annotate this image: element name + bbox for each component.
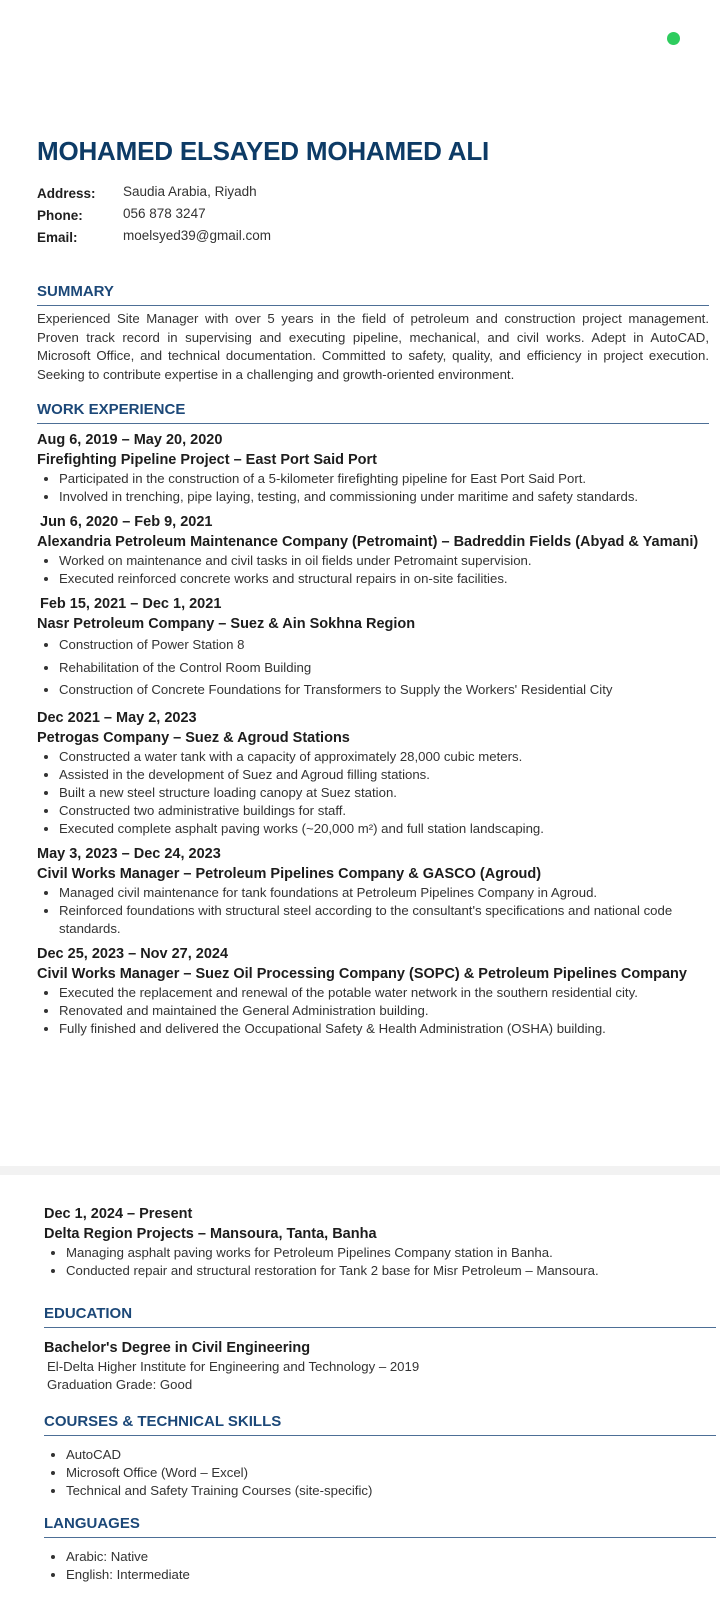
section-title: LANGUAGES bbox=[44, 1514, 716, 1538]
page-separator bbox=[0, 1166, 720, 1175]
list-item: • Microsoft Office (Word – Excel) bbox=[66, 1464, 716, 1482]
job-title: Firefighting Pipeline Project – East Port Said Port bbox=[37, 452, 378, 468]
list-item: • Construction of Concrete Foundations for Transformers to Supply the Workers' Residential City bbox=[59, 679, 709, 702]
contact-label: Phone: bbox=[37, 208, 83, 223]
candidate-name: MOHAMED ELSAYED MOHAMED ALI bbox=[37, 136, 490, 166]
list-item: • English: Intermediate bbox=[66, 1566, 716, 1584]
list-item: • Involved in trenching, pipe laying, testing, and commissioning under maritime and safety standards. bbox=[59, 488, 709, 506]
job-bullets bbox=[37, 984, 709, 1038]
contact-email bbox=[37, 226, 709, 248]
list-item: • AutoCAD bbox=[66, 1446, 716, 1464]
list-item: • Conducted repair and structural restoration for Tank 2 base for Misr Petroleum – Mansoura. bbox=[66, 1262, 716, 1280]
languages-section bbox=[44, 1514, 716, 1584]
job-bullets bbox=[37, 748, 709, 838]
education-section bbox=[44, 1304, 716, 1394]
contact-address bbox=[37, 182, 709, 204]
job-date: Aug 6, 2019 – May 20, 2020 bbox=[37, 432, 223, 448]
status-indicator-dot bbox=[667, 32, 680, 45]
list-item: • Renovated and maintained the General Administration building. bbox=[59, 1002, 709, 1020]
job-date: Dec 1, 2024 – Present bbox=[44, 1206, 193, 1222]
summary-text: Experienced Site Manager with over 5 years in the field of petroleum and construction project management. Proven track record in supervising and executing pipeline, mechanical, and civil works. Adept in AutoCAD, Microsoft Office, and technical documentation. Committed to safety, quality, and efficiency in project execution. Seeking to contribute expertise in a challenging and growth-oriented environment. bbox=[37, 311, 709, 382]
list-item: • Executed complete asphalt paving works (~20,000 m²) and full station landscaping. bbox=[59, 820, 709, 838]
job-entry bbox=[37, 944, 709, 1038]
contact-value: 056 878 3247 bbox=[123, 206, 206, 221]
skills-section bbox=[44, 1412, 716, 1500]
job-bullets bbox=[37, 470, 709, 506]
job-title: Delta Region Projects – Mansoura, Tanta, Banha bbox=[44, 1226, 377, 1242]
list-item: • Assisted in the development of Suez and Agroud filling stations. bbox=[59, 766, 709, 784]
list-item: • Arabic: Native bbox=[66, 1548, 716, 1566]
list-item: • Constructed two administrative buildings for staff. bbox=[59, 802, 709, 820]
job-entry bbox=[37, 430, 709, 506]
section-title: WORK EXPERIENCE bbox=[37, 400, 709, 424]
job-bullets bbox=[37, 634, 709, 702]
list-item: • Construction of Power Station 8 bbox=[59, 634, 709, 657]
contact-value[interactable]: moelsyed39@gmail.com bbox=[123, 228, 272, 243]
contact-value: Saudia Arabia, Riyadh bbox=[123, 184, 257, 199]
list-item: • Worked on maintenance and civil tasks in oil fields under Petromaint supervision. bbox=[59, 552, 709, 570]
section-title: COURSES & TECHNICAL SKILLS bbox=[44, 1412, 716, 1436]
list-item: • Executed the replacement and renewal of the potable water network in the southern residential city. bbox=[59, 984, 709, 1002]
job-date: Dec 25, 2023 – Nov 27, 2024 bbox=[37, 945, 229, 962]
job-entry bbox=[44, 1204, 716, 1280]
job-title: Alexandria Petroleum Maintenance Company (Petromaint) – Badreddin Fields (Abyad & Yamani) bbox=[37, 534, 699, 550]
list-item: • Fully finished and delivered the Occupational Safety & Health Administration (OSHA) building. bbox=[59, 1020, 709, 1038]
list-item: • Managing asphalt paving works for Petroleum Pipelines Company station in Banha. bbox=[66, 1244, 716, 1262]
languages-list bbox=[44, 1548, 716, 1584]
job-title: Civil Works Manager – Petroleum Pipelines Company & GASCO (Agroud) bbox=[37, 865, 542, 882]
job-bullets bbox=[44, 1244, 716, 1280]
job-bullets bbox=[37, 884, 709, 938]
job-title: Civil Works Manager – Suez Oil Processing Company (SOPC) & Petroleum Pipelines Company bbox=[37, 965, 687, 982]
list-item: • Built a new steel structure loading canopy at Suez station. bbox=[59, 784, 709, 802]
resume-page-1 bbox=[37, 128, 709, 1038]
job-date: Dec 2021 – May 2, 2023 bbox=[37, 709, 197, 726]
contact-label: Email: bbox=[37, 230, 78, 245]
list-item: • Rehabilitation of the Control Room Building bbox=[59, 657, 709, 680]
education-degree: Bachelor's Degree in Civil Engineering bbox=[44, 1340, 311, 1356]
list-item: • Managed civil maintenance for tank foundations at Petroleum Pipelines Company in Agroud. bbox=[59, 884, 709, 902]
list-item: • Reinforced foundations with structural steel according to the consultant's specifications and national code standards. bbox=[59, 902, 709, 938]
job-entry bbox=[37, 708, 709, 838]
education-grade: Graduation Grade: Good bbox=[47, 1377, 193, 1392]
job-bullets bbox=[37, 552, 709, 588]
list-item: • Executed reinforced concrete works and structural repairs in on-site facilities. bbox=[59, 570, 709, 588]
skills-list bbox=[44, 1446, 716, 1500]
education-institute: El-Delta Higher Institute for Engineering and Technology – 2019 bbox=[47, 1359, 420, 1374]
job-entry bbox=[37, 844, 709, 938]
list-item: • Constructed a water tank with a capacity of approximately 28,000 cubic meters. bbox=[59, 748, 709, 766]
summary-section bbox=[37, 282, 709, 384]
job-entry bbox=[37, 594, 709, 702]
job-date: Feb 15, 2021 – Dec 1, 2021 bbox=[40, 596, 222, 612]
job-date: May 3, 2023 – Dec 24, 2023 bbox=[37, 845, 221, 862]
job-entry bbox=[37, 512, 709, 588]
contact-phone bbox=[37, 204, 709, 226]
section-title: EDUCATION bbox=[44, 1304, 716, 1328]
section-title: SUMMARY bbox=[37, 282, 709, 306]
list-item: • Participated in the construction of a 5-kilometer firefighting pipeline for East Port Said Port. bbox=[59, 470, 709, 488]
contact-label: Address: bbox=[37, 186, 96, 201]
list-item: • Technical and Safety Training Courses (site-specific) bbox=[66, 1482, 716, 1500]
resume-page-2 bbox=[44, 1198, 716, 1584]
work-experience-section bbox=[37, 400, 709, 1038]
job-date: Jun 6, 2020 – Feb 9, 2021 bbox=[40, 514, 213, 530]
contact-info bbox=[37, 182, 709, 248]
job-title: Petrogas Company – Suez & Agroud Stations bbox=[37, 729, 350, 746]
job-title: Nasr Petroleum Company – Suez & Ain Sokhna Region bbox=[37, 616, 416, 632]
